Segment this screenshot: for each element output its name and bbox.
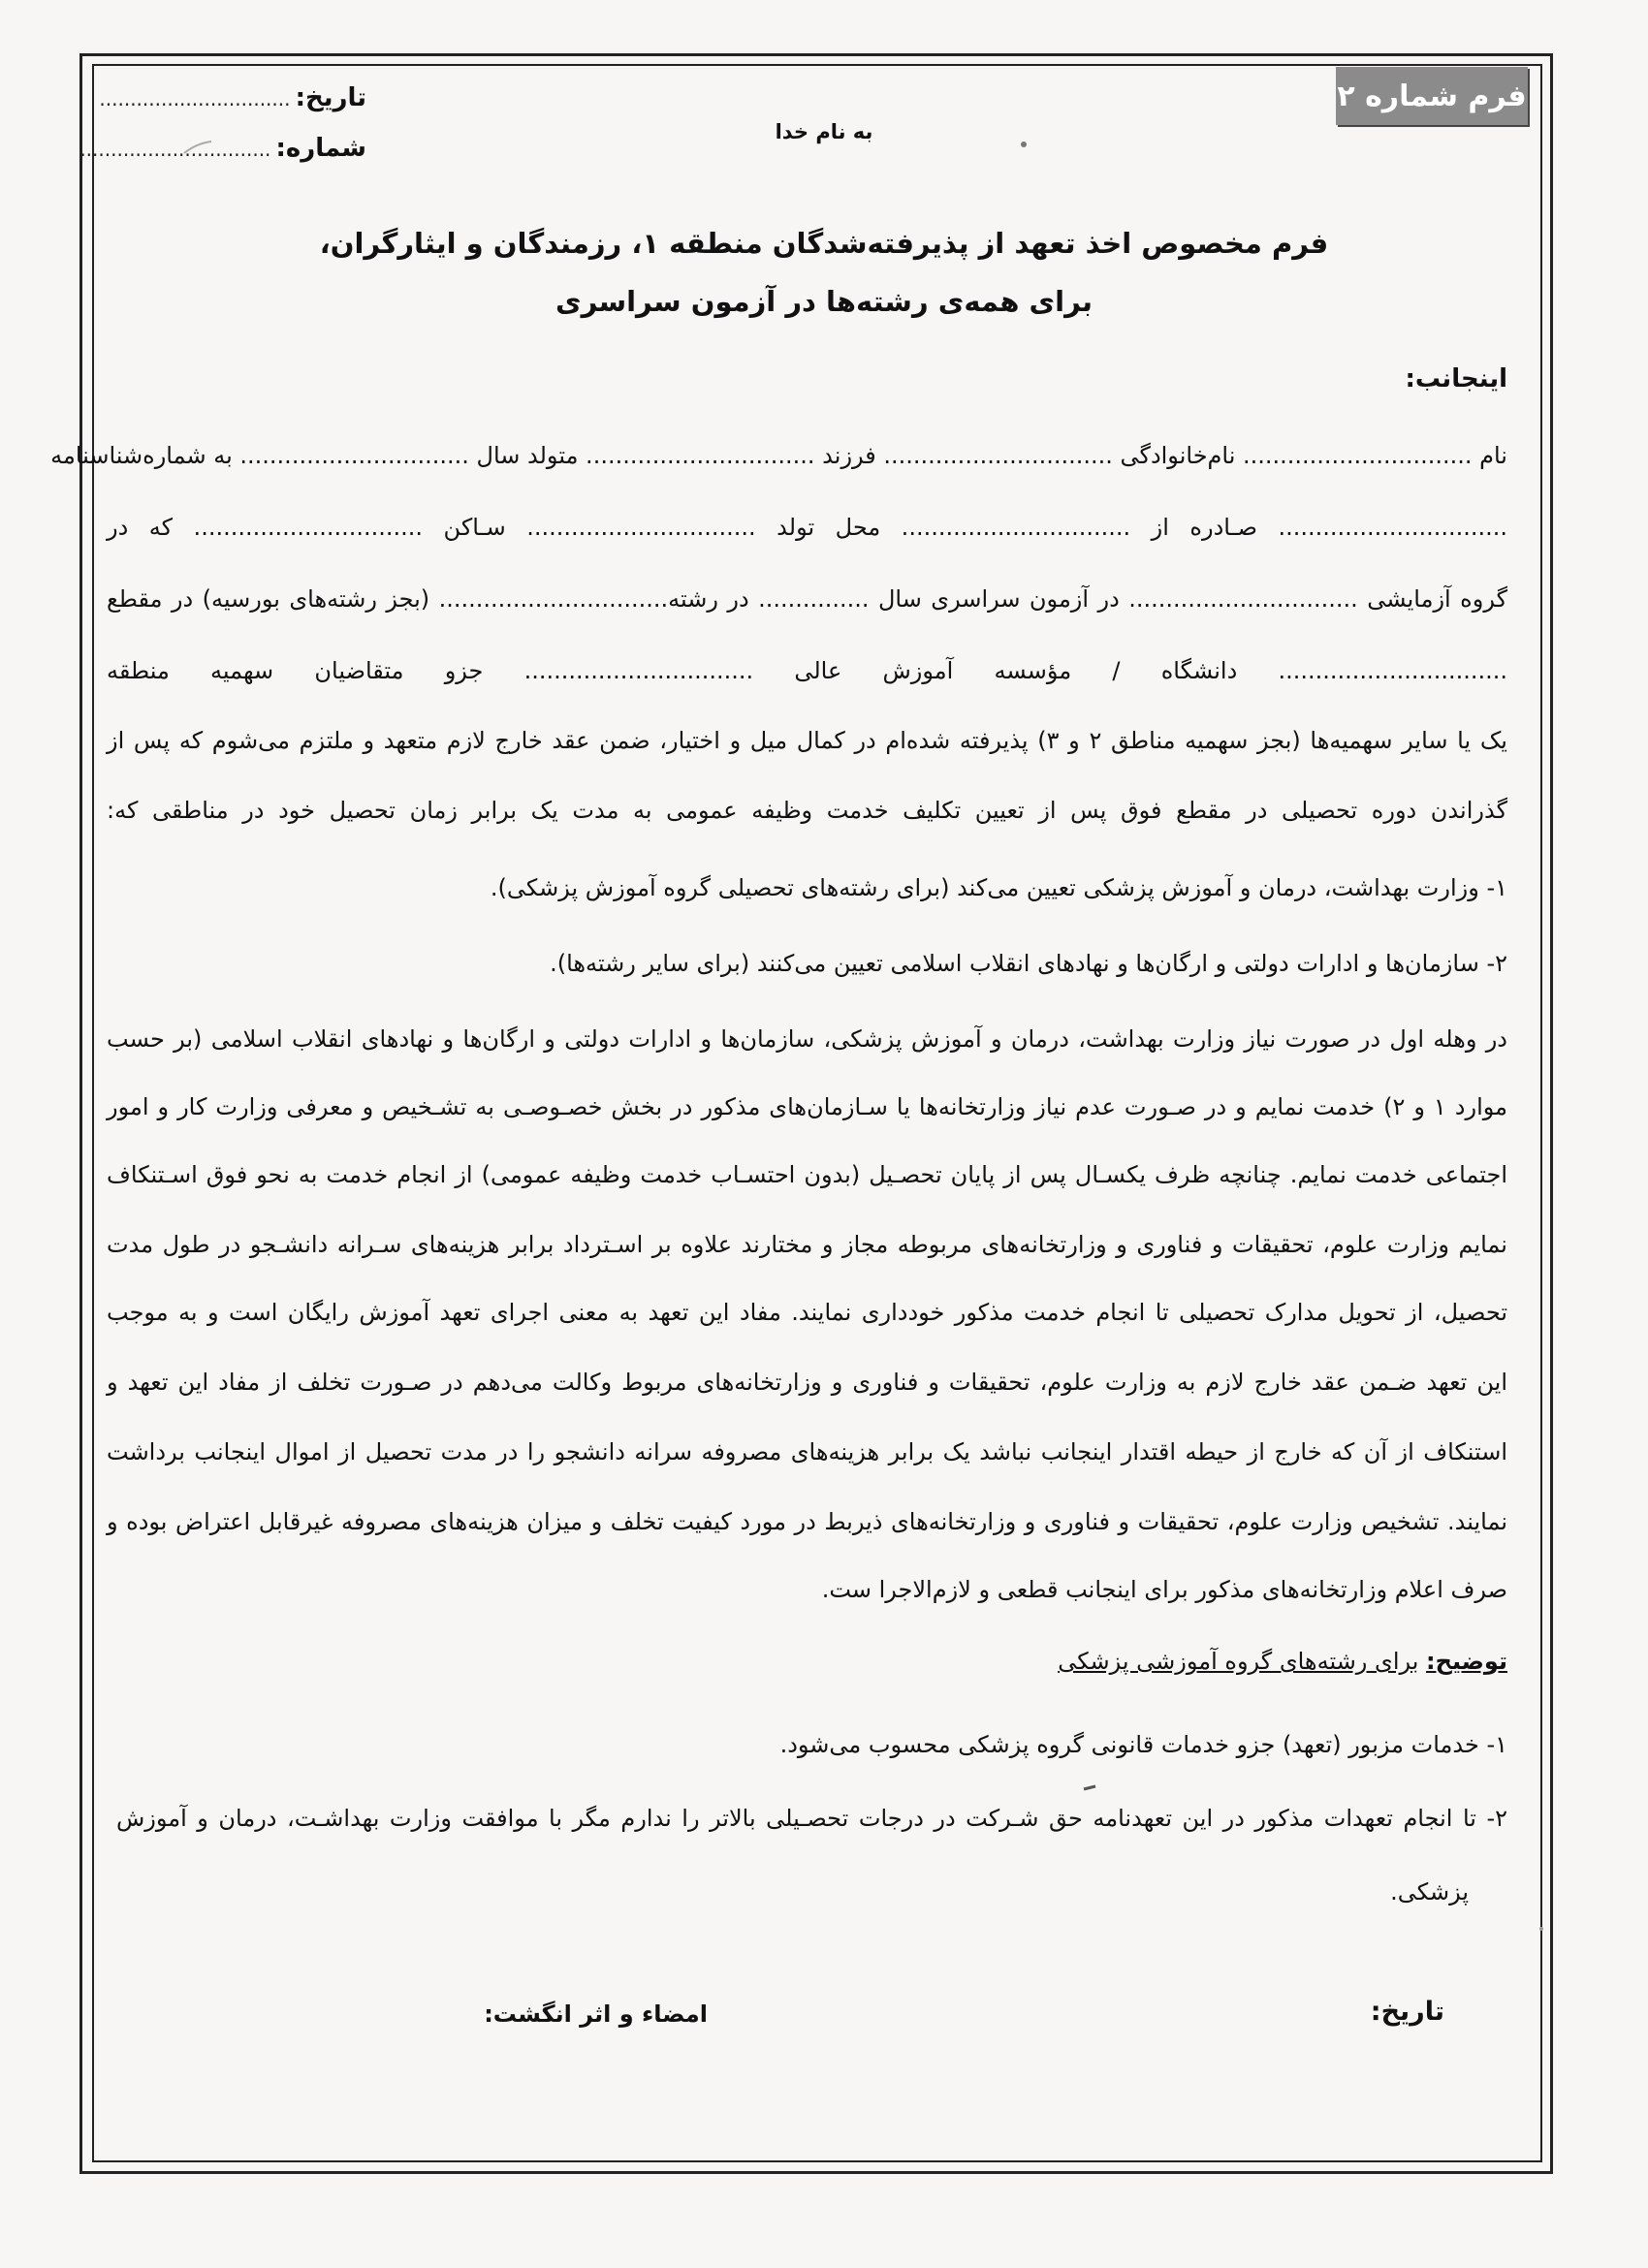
body-line-4: ............................... دانشگاه / مؤسسه آموزش عالی ............................... جزو متقاضیان سهمیه منطقه [107, 657, 1507, 684]
form-title-line1: فرم مخصوص اخذ تعهد از پذیرفته‌شدگان منطقه ۱، رزمندگان و ایثارگران، [319, 227, 1329, 260]
header-number-dots: ............................... [79, 138, 271, 161]
header-date-label: تاریخ: [295, 83, 366, 112]
list-item-1: ۱- وزارت بهداشت، درمان و آموزش پزشکی تعیین می‌کند (برای رشته‌های تحصیلی گروه آموزش پزشکی). [490, 874, 1507, 901]
note-item-2-line1: ۲- تا انجام تعهدات مذکور در این تعهدنامه حق شـرکت در درجات تحصـیلی بالاتر را ندارم مگر با موافقت وزارت بهداشـت، درمان و آموزش [116, 1805, 1507, 1832]
para-line-7: استنکاف از آن که خارج از حیطه اقتدار اینجانب نباشد یک برابر هزینه‌های مصروفه سرانه دانشجو را در مدت تحصیل از اموال اینجانب برداشت [107, 1438, 1507, 1465]
bismillah: به نام خدا [775, 120, 873, 143]
para-line-8: نمایند. تشخیص وزارت علوم، تحقیقات و فناوری و وزارتخانه‌های ذیربط در مورد کیفیت تخلف و میزان هزینه‌های مصروفه غیرقابل اعتراض بوده و [107, 1508, 1507, 1535]
note-heading-text: برای رشته‌های گروه آموزشی پزشکی [1058, 1648, 1419, 1675]
para-line-2: موارد ۱ و ۲) خدمت نمایم و در صـورت عدم نیاز وزارتخانه‌ها یا سـازمان‌های مذکور در بخش خصـوصـی به تشـخیص و معرفی وزارت کار و امور [107, 1093, 1508, 1120]
body-line-5: یک یا سایر سهمیه‌ها (بجز سهمیه مناطق ۲ و ۳) پذیرفته شده‌ام در کمال میل و اختیار، ضمن عقد خارج لازم متعهد و ملتزم می‌شوم که پس از [107, 727, 1507, 754]
body-line-3: گروه آزمایشی ............................... در آزمون سراسری سال ............... در رشته............................... (بجز رشته‌های بورسیه) در مقطع [107, 585, 1507, 613]
para-line-1: در وهله اول در صورت نیاز وزارت بهداشت، درمان و آموزش پزشکی، سازمان‌ها و ادارات دولتی و ارگان‌ها و نهادهای انقلاب اسلامی (بر حسب [107, 1025, 1507, 1053]
para-line-6: این تعهد ضـمن عقد خارج لازم به وزارت علوم، تحقیقات و فناوری و وزارتخانه‌های مربوط وکالت می‌دهم در صـورت تخلف از مفاد این تعهد و [107, 1369, 1507, 1396]
body-line-2: ............................... صـادره از ............................... محل تولد ............................... سـاکن ............................... که در [107, 514, 1507, 541]
form-title-line2: برای همه‌ی رشته‌ها در آزمون سراسری [555, 285, 1093, 318]
form-number-badge: فرم شماره ۲ [1336, 67, 1528, 125]
body-line-6: گذراندن دوره تحصیلی در مقطع فوق پس از تعیین تکلیف خدمت وظیفه عمومی به مدت یک برابر زمان تحصیل خود در مناطقی که: [107, 797, 1507, 824]
para-line-9: صرف اعلام وزارتخانه‌های مذکور برای اینجانب قطعی و لازم‌الاجرا ست. [821, 1576, 1507, 1603]
para-line-4: نمایم وزارت علوم، تحقیقات و فناوری و وزارتخانه‌های مربوطه مجاز و مختارند علاوه بر اسـترداد برابر هزینه‌های سـرانه دانشـجو در طول مدت [107, 1231, 1507, 1258]
footer-date-label: تاریخ: [1370, 1997, 1444, 2027]
signature-label: امضاء و اثر انگشت: [484, 2000, 708, 2028]
note-item-1: ۱- خدمات مزبور (تعهد) جزو خدمات قانونی گروه پزشکی محسوب می‌شود. [779, 1731, 1507, 1758]
intro-label: اینجانب: [1405, 364, 1507, 394]
para-line-3: اجتماعی خدمت نمایم. چنانچه ظرف یکسـال پس از پایان تحصـیل (بدون احتسـاب خدمت وظیفه عمومی) از انجام خدمت به نحو فوق اسـتنکاف [107, 1161, 1507, 1188]
body-line-1: نام ............................... نام‌خانوادگی ............................... فرزند ............................... متولد سال ............................... به شماره‌شناسنامه [50, 442, 1507, 469]
note-item-2-line2: پزشکی. [1390, 1878, 1469, 1906]
para-line-5: تحصیل، از تحویل مدارک تحصیلی تا انجام خدمت مذکور خودداری نمایند. مفاد این تعهد به معنی اجرای تعهد آموزش رایگان است و به موجب [107, 1299, 1507, 1326]
list-item-2: ۲- سازمان‌ها و ادارات دولتی و ارگان‌ها و نهادهای انقلاب اسلامی تعیین می‌کنند (برای سایر رشته‌ها). [550, 950, 1507, 977]
note-label: توضیح: [1426, 1648, 1507, 1675]
header-number-label: شماره: [275, 134, 366, 163]
header-date-dots: ............................... [99, 87, 291, 110]
